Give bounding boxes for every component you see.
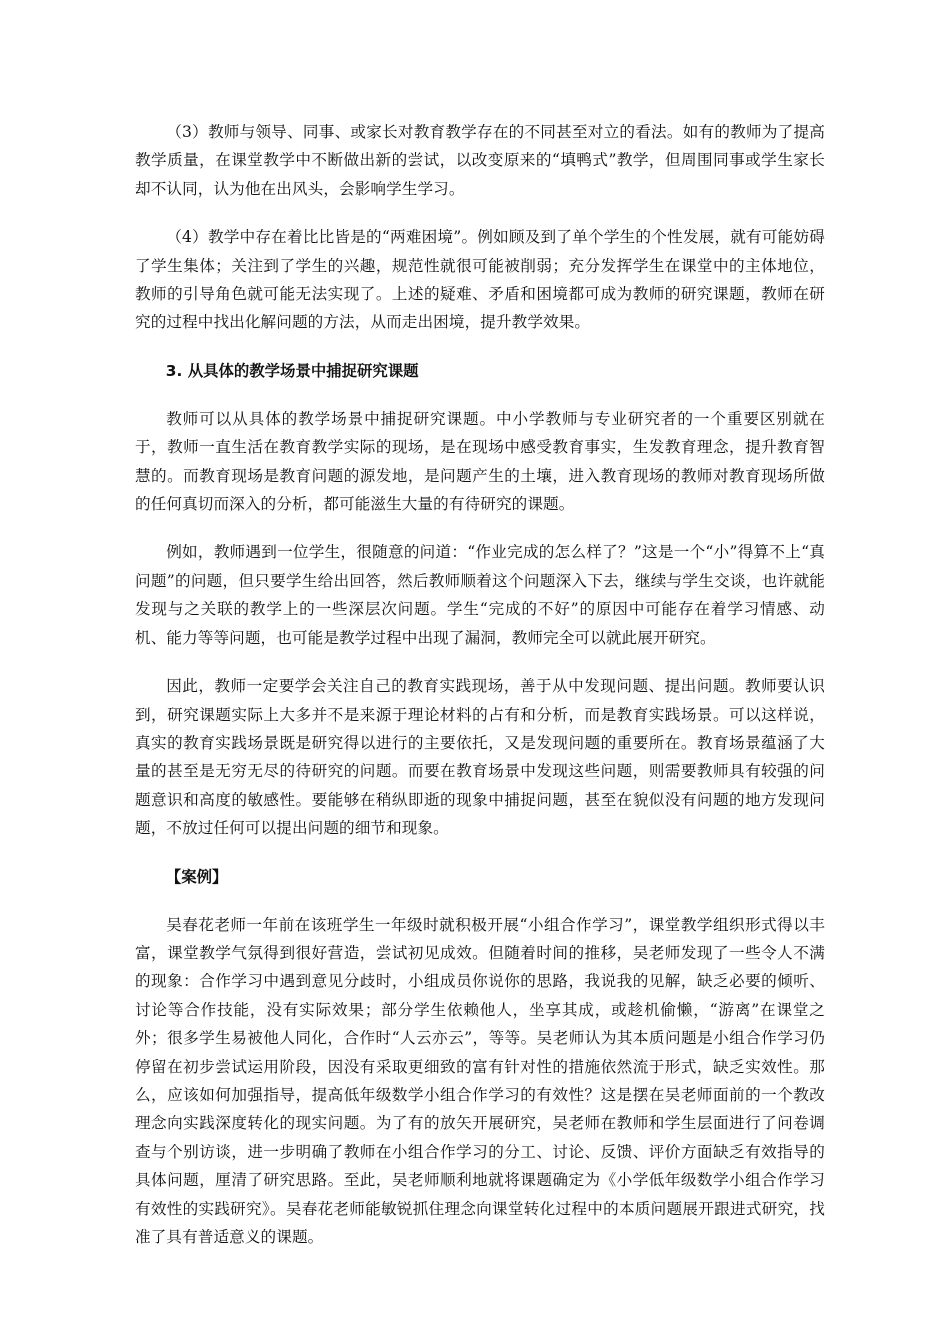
section-heading: 3. 从具体的教学场景中捕捉研究课题 [165, 361, 419, 380]
paragraph-item-3: （3）教师与领导、同事、或家长对教育教学存在的不同甚至对立的看法。如有的教师为了提高教学质量，在课堂教学中不断做出新的尝试，以改变原来的“填鸭式”教学，但周围同事或学生家长却不认同，认为他在出风头，会影响学生学习。 [135, 123, 825, 198]
document-page [135, 118, 825, 1271]
section-paragraph-2: 例如，教师遇到一位学生，很随意的问道：“作业完成的怎么样了？”这是一个“小”得算不上“真问题”的问题，但只要学生给出回答，然后教师顺着这个问题深入下去，继续与学生交谈，也许就能发现与之关联的教学上的一些深层次问题。学生“完成的不好”的原因中可能存在着学习情感、动机、能力等等问题，也可能是教学过程中出现了漏洞，教师完全可以就此展开研究。 [135, 543, 825, 647]
paragraph-item-4: （4）教学中存在着比比皆是的“两难困境”。例如顾及到了单个学生的个性发展，就有可能妨碍了学生集体；关注到了学生的兴趣，规范性就很可能被削弱；充分发挥学生在课堂中的主体地位，教师的引导角色就可能无法实现了。上述的疑难、矛盾和困境都可成为教师的研究课题，教师在研究的过程中找出化解问题的方法，从而走出困境，提升教学效果。 [135, 228, 825, 332]
section-paragraph-1: 教师可以从具体的教学场景中捕捉研究课题。中小学教师与专业研究者的一个重要区别就在于，教师一直生活在教育教学实际的现场，是在现场中感受教育事实，生发教育理念，提升教育智慧的。而教育现场是教育问题的源发地，是问题产生的土壤，进入教育现场的教师对教育现场所做的任何真切而深入的分析，都可能滋生大量的有待研究的课题。 [135, 409, 825, 514]
section-paragraph-3: 因此，教师一定要学会关注自己的教育实践现场，善于从中发现问题、提出问题。教师要认识到，研究课题实际上大多并不是来源于理论材料的占有和分析，而是教育实践场景。可以这样说，真实的教育实践场景既是研究得以进行的主要依托，又是发现问题的重要所在。教育场景蕴涵了大量的甚至是无穷无尽的待研究的问题。而要在教育场景中发现这些问题，则需要教师具有较强的问题意识和高度的敏感性。要能够在稍纵即逝的现象中捕捉问题，甚至在貌似没有问题的地方发现问题，不放过任何可以提出问题的细节和现象。 [135, 677, 825, 838]
case-paragraph: 吴春花老师一年前在该班学生一年级时就积极开展“小组合作学习”，课堂教学组织形式得以丰富，课堂教学气氛得到很好营造，尝试初见成效。但随着时间的推移，吴老师发现了一些令人不满的现象：合作学习中遇到意见分歧时，小组成员你说你的思路，我说我的见解，缺乏必要的倾听、讨论等合作技能，没有实际效果；部分学生依赖他人，坐享其成，或趁机偷懒，“游离”在课堂之外；很多学生易被他人同化，合作时“人云亦云”，等等。吴老师认为其本质问题是小组合作学习仍停留在初步尝试运用阶段，因没有采取更细致的富有针对性的措施依然流于形式，缺乏实效性。那么，应该如何加强指导，提高低年级数学小组合作学习的有效性？这是摆在吴老师面前的一个教改理念向实践深度转化的现实问题。为了有的放矢开展研究，吴老师在教师和学生层面进行了问卷调查与个别访谈，进一步明确了教师在小组合作学习的分工、讨论、反馈、评价方面缺乏有效指导的具体问题，厘清了研究思路。至此，吴老师顺利地就将课题确定为《小学低年级数学小组合作学习有效性的实践研究》。吴春花老师能敏锐抓住理念向课堂转化过程中的本质问题展开跟进式研究，找准了具有普适意义的课题。 [135, 915, 825, 1246]
case-heading: 【案例】 [165, 867, 228, 886]
